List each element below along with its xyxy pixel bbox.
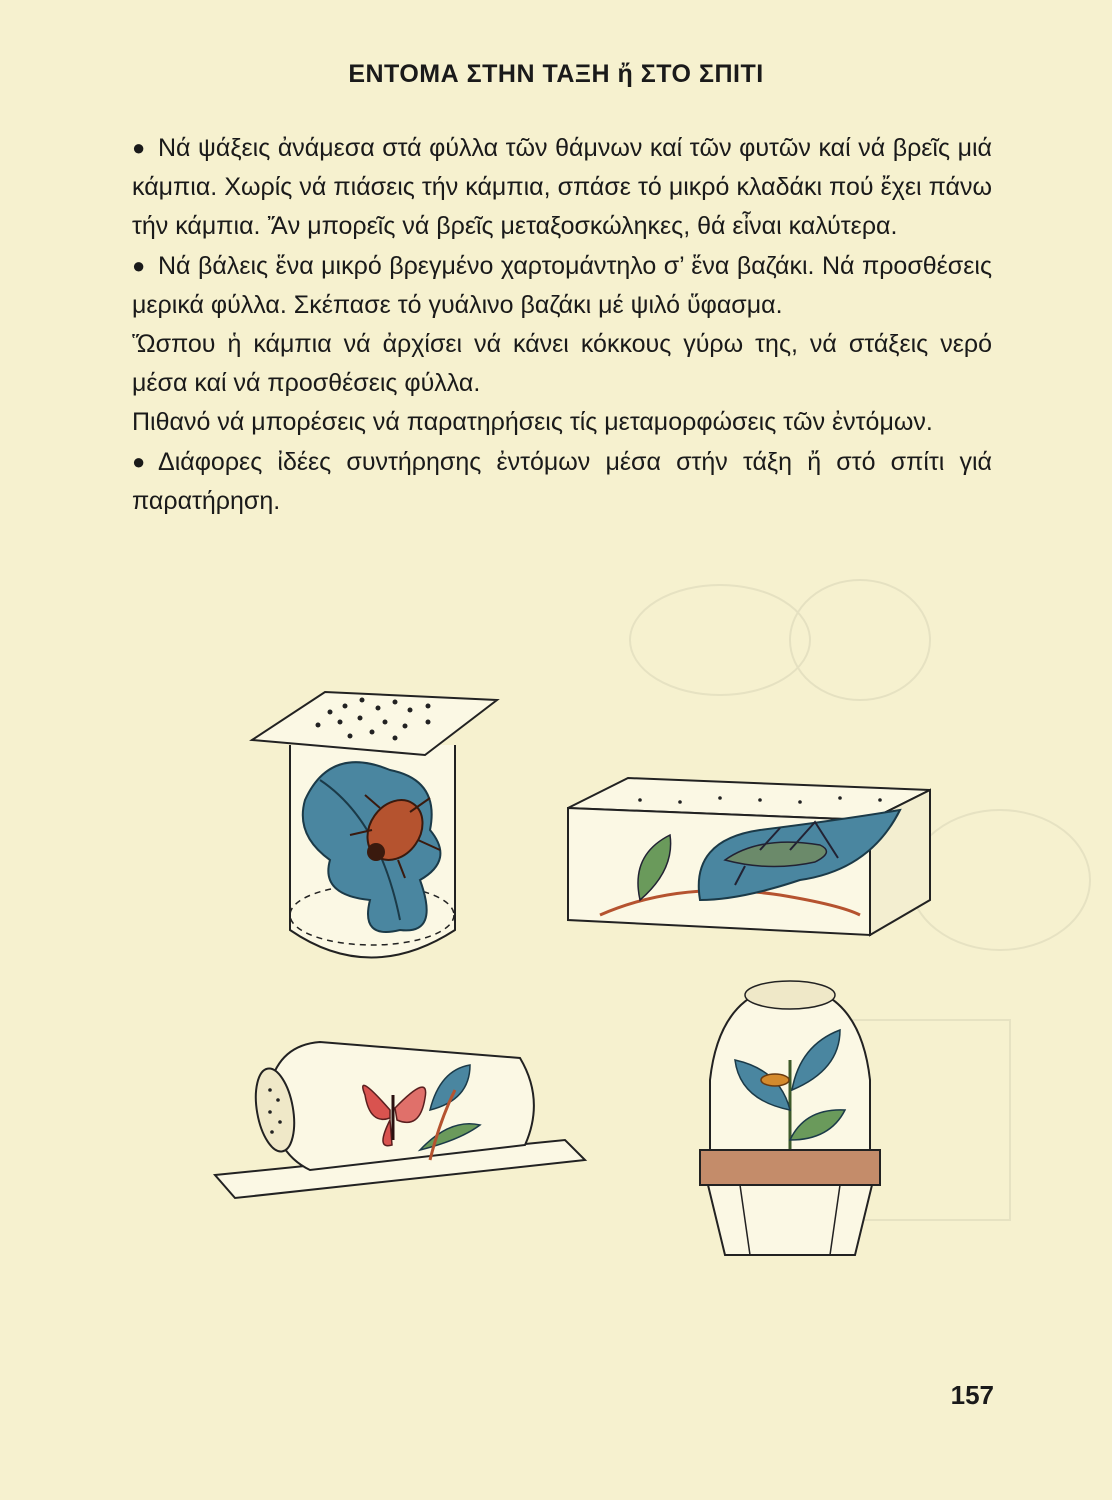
page-number: 157 <box>950 1380 994 1410</box>
page-title: ΕΝΤΟΜΑ ΣΤΗΝ ΤΑΞΗ ἤ ΣΤΟ ΣΠΙΤΙ <box>348 60 764 88</box>
paragraph: ● Διάφορες ἰδέες συντήρησης ἐντόμων μέσα στήν τάξη ἤ στό σπίτι γιά παρατήρηση. <box>132 442 992 521</box>
cylinder-jar-with-beetle <box>252 692 497 958</box>
paragraph: ● Νά βάλεις ἕνα μικρό βρεγμένο χαρτομάντηλο σ’ ἕνα βαζάκι. Νά προσθέσεις μερικά φύλλα. Σκέπασε τό γυάλινο βαζάκι μέ ψιλό ὕφασμα. <box>132 246 992 325</box>
bullet-icon: ● <box>132 253 146 278</box>
long-box-with-grasshopper <box>568 778 930 935</box>
paragraph: Ὥσπου ἡ κάμπια νά ἀρχίσει νά κάνει κόκκους γύρω της, νά στάξεις νερό μέσα καί νά προσθέσεις φύλλα. <box>132 330 992 397</box>
bullet-icon: ● <box>132 135 146 160</box>
bullet-icon: ● <box>132 449 146 474</box>
lying-jar-with-butterfly <box>215 1042 585 1198</box>
paragraph: Πιθανό νά μπορέσεις νά παρατηρήσεις τίς μεταμορφώσεις τῶν ἐντόμων. <box>132 408 933 436</box>
paragraph: ● Νά ψάξεις ἀνάμεσα στά φύλλα τῶν θάμνων καί τῶν φυτῶν καί νά βρεῖς μιά κάμπια. Χωρίς νά πιάσεις τήν κάμπια, σπάσε τό μικρό κλαδάκι πού ἔχει πάνω τήν κάμπια. Ἄν μπορεῖς νά βρεῖς μεταξοσκώληκες, θά εἶναι καλύτερα. <box>132 128 992 246</box>
potted-plant-bell-jar <box>700 981 880 1255</box>
